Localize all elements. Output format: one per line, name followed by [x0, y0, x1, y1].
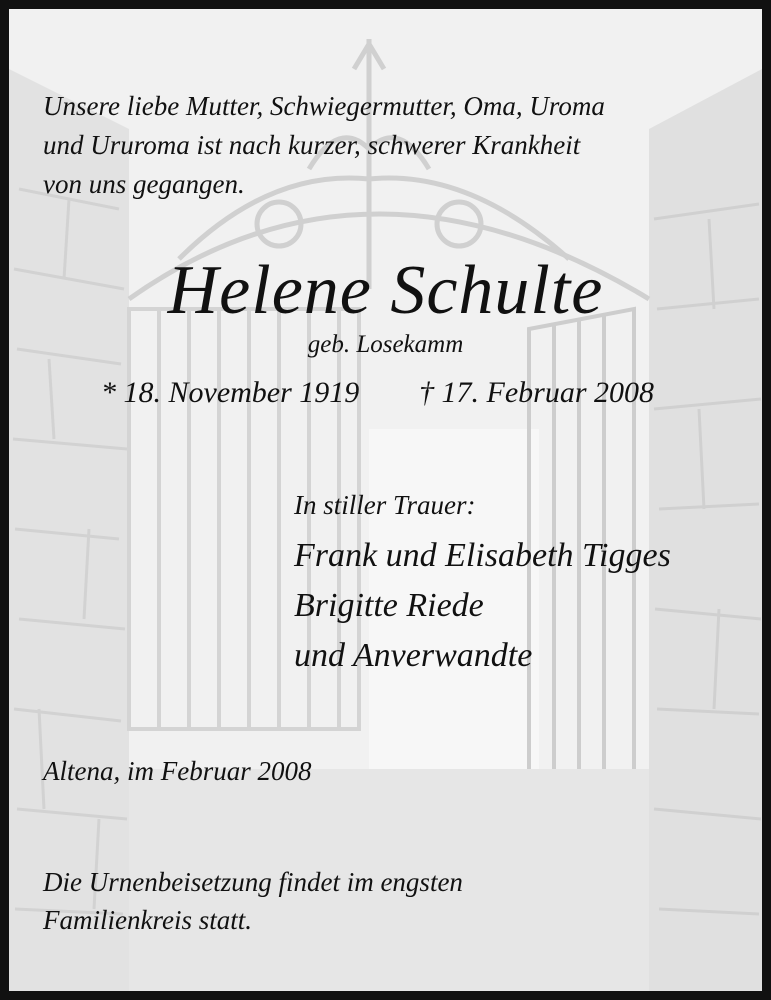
mourner-line: Brigitte Riede: [294, 587, 484, 624]
intro-line: und Ururoma ist nach kurzer, schwerer Krankheit: [43, 130, 581, 160]
mourner-line: und Anverwandte: [294, 637, 533, 674]
intro-line: von uns gegangen.: [43, 169, 245, 199]
note-line: Die Urnenbeisetzung findet im engsten: [43, 867, 463, 897]
mourner-line: Frank und Elisabeth Tigges: [294, 537, 671, 574]
birth-date: * 18. November 1919: [101, 376, 360, 409]
place-date: Altena, im Februar 2008: [43, 756, 312, 786]
death-date: † 17. Februar 2008: [419, 376, 654, 409]
deceased-name: Helene Schulte: [167, 252, 604, 329]
note-line: Familienkreis statt.: [43, 905, 252, 935]
mourning-heading: In stiller Trauer:: [294, 490, 476, 520]
intro-text: [43, 87, 605, 204]
maiden-name: geb. Losekamm: [307, 331, 464, 358]
burial-note: [43, 863, 463, 939]
intro-line: Unsere liebe Mutter, Schwiegermutter, Oma, Uroma: [43, 91, 605, 121]
